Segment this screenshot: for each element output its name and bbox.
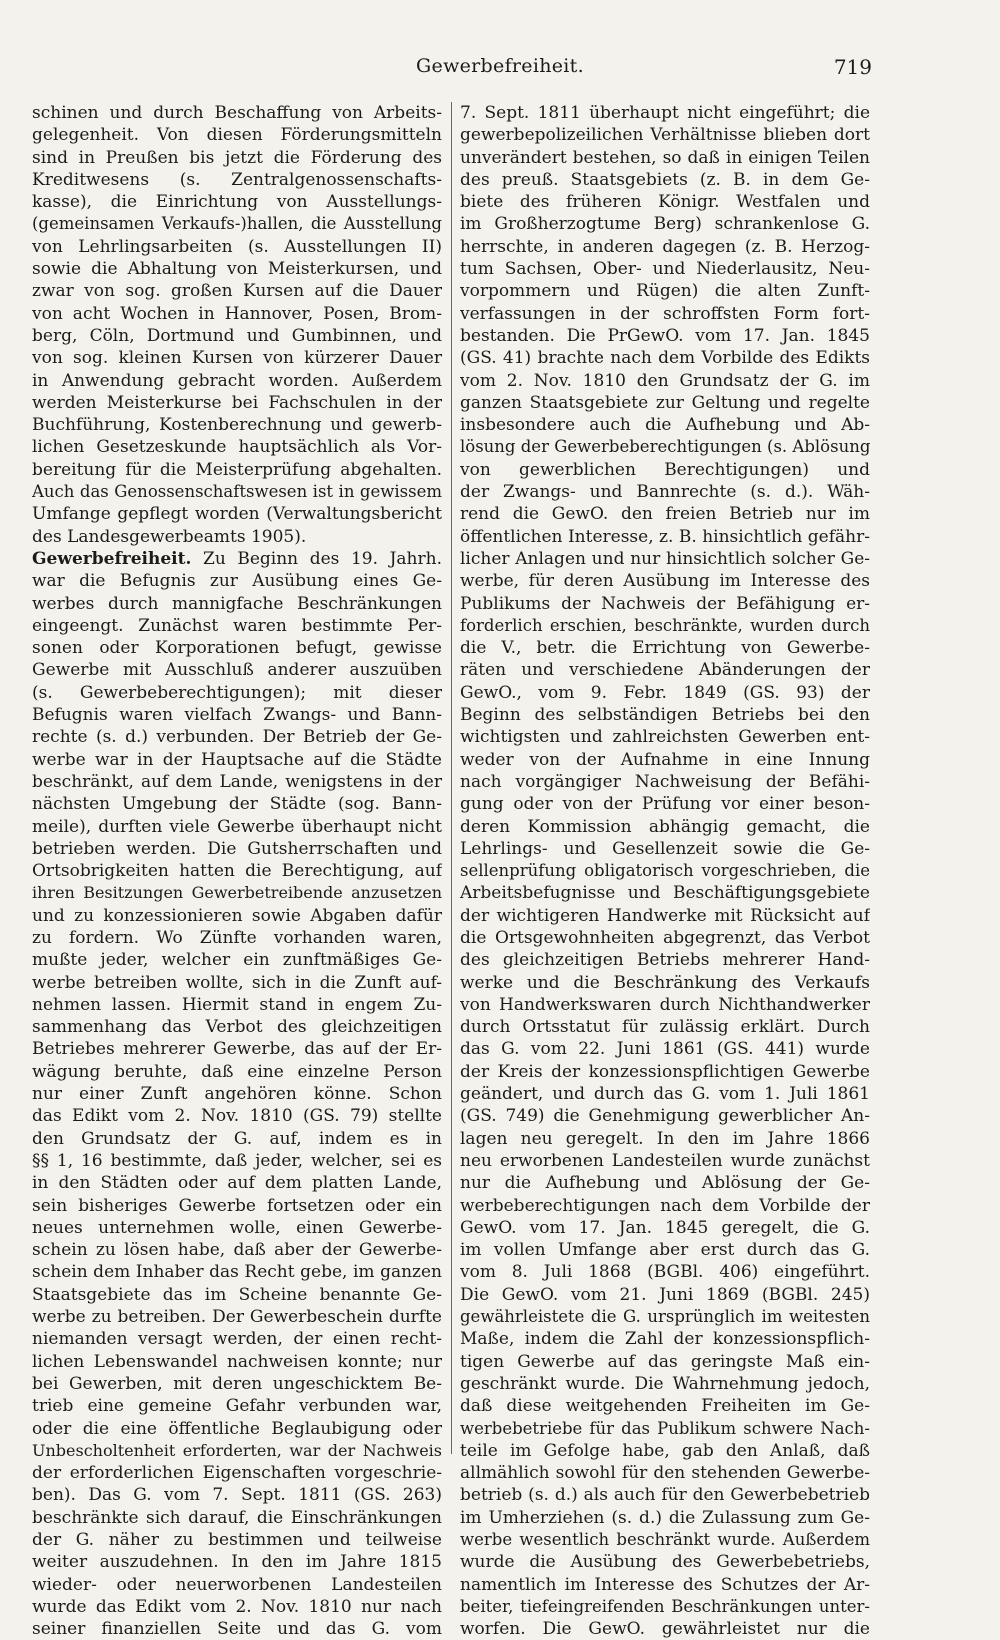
text-line: GewO. vom 17. Jan. 1845 geregelt, die G.	[460, 1217, 870, 1238]
text-line: (gemeinsamen Verkaufs-)hallen, die Ausstellung	[32, 214, 442, 234]
text-line: beschränkte sich darauf, die Einschränkungen	[32, 1507, 442, 1528]
text-line: Publikums der Nachweis der Befähigung er-	[460, 593, 870, 614]
text-line: des Landesgewerbeamts 1905).	[32, 526, 307, 547]
text-line: Auch das Genossenschaftswesen ist in gewissem	[32, 482, 442, 502]
text-line: sammenhang das Verbot des gleichzeitigen	[32, 1017, 442, 1038]
text-line: neu erworbenen Landesteilen wurde zunächst	[460, 1150, 870, 1171]
text-line: der Kreis der konzessionspflichtigen Gewerbe	[460, 1061, 870, 1082]
text-line: beschränkt, auf dem Lande, wenigstens in der	[32, 771, 442, 792]
text-line: durch Ortsstatut für zulässig erklärt. Durch	[460, 1017, 870, 1038]
text-line: trieb eine gemeine Gefahr verbunden war,	[32, 1396, 442, 1417]
text-line: (GS. 41) brachte nach dem Vorbilde des Edikts	[460, 348, 870, 369]
text-line: Unbescholtenheit erforderten, war der Nachweis	[32, 1440, 442, 1460]
text-line: werden Meisterkurse bei Fachschulen in der	[32, 392, 442, 413]
text-line: im Umherziehen (s. d.) die Zulassung zum Ge-	[460, 1507, 870, 1528]
text-line: vom 8. Juli 1868 (BGBl. 406) eingeführt.	[460, 1262, 870, 1283]
text-line: gelegenheit. Von diesen Förderungsmitteln	[32, 125, 442, 146]
text-line: niemanden versagt werden, der einen recht-	[32, 1329, 442, 1350]
text-line: rechte (s. d.) verbunden. Der Betrieb der Ge-	[32, 727, 442, 748]
text-line: von Lehrlingsarbeiten (s. Ausstellungen II)	[32, 236, 442, 257]
text-line: nur die Aufhebung und Ablösung der Ge-	[460, 1173, 870, 1194]
text-line: in Anwendung gebracht worden. Außerdem	[32, 370, 442, 391]
text-line: gung oder von der Prüfung vor einer beson-	[460, 794, 870, 815]
text-line: räten und verschiedene Abänderungen der	[460, 660, 870, 681]
text-line: im Großherzogtume Berg) schrankenlose G.	[460, 214, 870, 235]
text-line: sein bisheriges Gewerbe fortsetzen oder ein	[32, 1195, 442, 1216]
text-line: wieder- oder neuerworbenen Landesteilen	[32, 1574, 442, 1595]
text-line: Maße, indem die Zahl der konzessionspflich-	[460, 1329, 870, 1350]
text-line: eingeengt. Zunächst waren bestimmte Per-	[32, 615, 442, 636]
text-line: Die GewO. vom 21. Juni 1869 (BGBl. 245)	[460, 1284, 870, 1305]
text-line: zwar von sog. großen Kursen auf die Dauer	[32, 281, 442, 302]
text-line: §§ 1, 16 bestimmte, daß jeder, welcher, sei es	[32, 1150, 442, 1171]
text-line: neues unternehmen wolle, einen Gewerbe-	[32, 1217, 442, 1238]
text-line: licher Anlagen und nur hinsichtlich solcher Ge-	[460, 548, 870, 569]
text-line: wurde das Edikt vom 2. Nov. 1810 nur nach	[32, 1596, 442, 1617]
text-line: berg, Cöln, Dortmund und Gumbinnen, und	[32, 325, 442, 346]
text-line: teile im Gefolge habe, gab den Anlaß, daß	[460, 1440, 870, 1461]
text-line: unverändert bestehen, so daß in einigen Teilen	[460, 147, 870, 168]
text-line: und zu konzessionieren sowie Abgaben dafür	[32, 905, 442, 926]
text-line: nächsten Umgebung der Städte (sog. Bann-	[32, 794, 442, 815]
text-line: rend die GewO. den freien Betrieb nur im	[460, 504, 870, 525]
text-line: im vollen Umfange aber erst durch das G.	[460, 1240, 870, 1261]
text-line: werbeberechtigungen nach dem Vorbilde der	[460, 1195, 870, 1216]
text-line: nach vorgängiger Nachweisung der Befähi-	[460, 771, 870, 792]
text-line: von sog. kleinen Kursen von kürzerer Dauer	[32, 348, 442, 369]
text-line: vom 2. Nov. 1810 den Grundsatz der G. im	[460, 370, 870, 391]
text-line: von gewerblichen Berechtigungen) und	[460, 459, 870, 480]
text-line: biete des früheren Königr. Westfalen und	[460, 192, 870, 213]
text-line: schein dem Inhaber das Recht gebe, im ganzen	[32, 1262, 442, 1283]
left-column	[32, 102, 442, 1640]
text-line: den Grundsatz der G. auf, indem es in	[32, 1128, 442, 1149]
text-line: wurde die Ausübung des Gewerbebetriebs,	[460, 1552, 870, 1573]
text-line: der G. näher zu bestimmen und teilweise	[32, 1530, 442, 1550]
text-line: deren Kommission abhängig gemacht, die	[460, 816, 870, 837]
text-line: der erforderlichen Eigenschaften vorgeschrie-	[32, 1463, 442, 1484]
text-line: Ortsobrigkeiten hatten die Berechtigung, auf	[32, 861, 442, 882]
text-line: ben). Das G. vom 7. Sept. 1811 (GS. 263)	[32, 1485, 442, 1506]
column-divider	[451, 102, 452, 1454]
text-line: lichen Gesetzeskunde hauptsächlich als Vor-	[32, 437, 442, 458]
text-line: des gleichzeitigen Betriebs mehrerer Hand-	[460, 950, 870, 971]
text-line: kasse), die Einrichtung von Ausstellungs-	[32, 192, 442, 213]
text-line: der Zwangs- und Bannrechte (s. d.). Wäh-	[460, 482, 870, 503]
page-number: 719	[833, 55, 872, 79]
text-line: werbe zu betreiben. Der Gewerbeschein durfte	[32, 1307, 442, 1328]
entry-heading: Gewerbefreiheit.	[32, 548, 192, 569]
text-line: daß diese weitgehenden Freiheiten im Ge-	[460, 1396, 870, 1417]
text-line: Staatsgebiete das im Scheine benannte Ge-	[32, 1284, 442, 1305]
text-line: ganzen Staatsgebiete zur Geltung und regelte	[460, 392, 870, 413]
text-line: weder von der Aufnahme in eine Innung	[460, 749, 870, 770]
text-line: der wichtigeren Handwerke mit Rücksicht auf	[460, 905, 870, 926]
text-line: die V., betr. die Errichtung von Gewerbe-	[460, 638, 870, 659]
text-line: das Edikt vom 2. Nov. 1810 (GS. 79) stellte	[32, 1106, 442, 1127]
text-line: GewO., vom 9. Febr. 1849 (GS. 93) der	[460, 682, 870, 703]
text-line: wägung beruhte, daß eine einzelne Person	[32, 1061, 442, 1082]
text-line: geändert, und durch das G. vom 1. Juli 1861	[460, 1084, 870, 1105]
text-line: werbebetriebe für das Publikum schwere Nach-	[460, 1418, 870, 1438]
text-line: 7. Sept. 1811 überhaupt nicht eingeführt; die	[460, 103, 870, 123]
text-line: namentlich im Interesse des Schutzes der Ar-	[460, 1574, 870, 1595]
text-line: meile), durften viele Gewerbe überhaupt nicht	[32, 816, 442, 837]
text-line: lagen neu geregelt. In den im Jahre 1866	[460, 1128, 870, 1149]
text-line: sonen oder Korporationen befugt, gewisse	[32, 638, 442, 659]
text-line: lichen Lebenswandel nachweisen konnte; nur	[32, 1351, 442, 1372]
text-line: in den Städten oder auf dem platten Lande,	[32, 1173, 442, 1194]
text-line: Kreditwesens (s. Zentralgenossenschafts-	[32, 169, 442, 190]
text-line: Beginn des selbständigen Betriebs bei den	[460, 705, 870, 726]
text-line: schein zu lösen habe, daß aber der Gewerbe-	[32, 1240, 442, 1261]
text-line: beiter, tiefeingreifenden Beschränkungen unter-	[460, 1596, 870, 1616]
text-line: werbe wesentlich beschränkt wurde. Außerdem	[460, 1530, 870, 1549]
text-line: sind in Preußen bis jetzt die Förderung des	[32, 147, 442, 168]
text-line: Betriebes mehrerer Gewerbe, das auf der Er-	[32, 1039, 442, 1060]
text-line: betrieb (s. d.) als auch für den Gewerbebetrieb	[460, 1485, 870, 1506]
right-column	[460, 102, 870, 1640]
text-line: insbesondere auch die Aufhebung und Ab-	[460, 415, 870, 436]
text-line: werbe betreiben wollte, sich in die Zunft auf-	[32, 972, 442, 993]
text-line: (s. Gewerbeberechtigungen); mit dieser	[32, 682, 442, 703]
text-line: werbe war in der Hauptsache auf die Städte	[32, 749, 442, 770]
text-line: des preuß. Staatsgebiets (z. B. in dem Ge-	[460, 169, 870, 190]
text-line: betrieben werden. Die Gutsherrschaften und	[32, 838, 442, 859]
text-line: Gewerbefreiheit. Zu Beginn des 19. Jahrh.	[32, 548, 442, 569]
text-line: herrschte, in anderen dagegen (z. B. Herzog-	[460, 236, 870, 257]
text-line: Lehrlings- und Gesellenzeit sowie die Ge-	[460, 838, 870, 859]
text-line: werbes durch mannigfache Beschränkungen	[32, 593, 442, 614]
text-line: nehmen lassen. Hiermit stand in engem Zu-	[32, 994, 442, 1015]
text-line: vorpommern und Rügen) die alten Zunft-	[460, 281, 870, 302]
text-line: bereitung für die Meisterprüfung abgehalten.	[32, 459, 442, 480]
text-line: oder die eine öffentliche Beglaubigung oder	[32, 1418, 442, 1439]
text-line: allmählich sowohl für den stehenden Gewerbe-	[460, 1463, 870, 1484]
text-line: worfen. Die GewO. gewährleistet nur die	[460, 1619, 870, 1640]
running-head: Gewerbefreiheit.	[416, 55, 584, 77]
text-line: von acht Wochen in Hannover, Posen, Brom-	[32, 303, 442, 324]
text-line: Gewerbe mit Ausschluß anderer auszuüben	[32, 660, 442, 681]
text-line: bestanden. Die PrGewO. vom 17. Jan. 1845	[460, 325, 870, 346]
text-line: geschränkt wurde. Die Wahrnehmung jedoch,	[460, 1373, 870, 1394]
text-line: bei Gewerben, mit deren ungeschicktem Be-	[32, 1373, 442, 1394]
text-line: gewährleistete die G. ursprünglich im weitesten	[460, 1307, 870, 1327]
text-line: forderlich erschien, beschränkte, wurden durch	[460, 615, 870, 635]
text-line: ihren Besitzungen Gewerbetreibende anzusetzen	[32, 883, 442, 903]
text-line: lösung der Gewerbeberechtigungen (s. Ablösung	[460, 437, 870, 457]
text-line: die Ortsgewohnheiten abgegrenzt, das Verbot	[460, 927, 870, 948]
text-line: von Handwerkswaren durch Nichthandwerker	[460, 994, 870, 1015]
text-line: Arbeitsbefugnisse und Beschäftigungsgebiete	[460, 883, 870, 904]
text-line: mußte jeder, welcher ein zunftmäßiges Ge-	[32, 950, 442, 971]
text-line: verfassungen in der schroffsten Form fort-	[460, 303, 870, 324]
text-line: tum Sachsen, Ober- und Niederlausitz, Neu-	[460, 259, 870, 280]
text-line: tigen Gewerbe auf das geringste Maß ein-	[460, 1351, 870, 1372]
text-line: zu fordern. Wo Zünfte vorhanden waren,	[32, 927, 442, 948]
text-line: werbe, für deren Ausübung im Interesse des	[460, 571, 870, 592]
text-line: seiner finanziellen Seite und das G. vom	[32, 1619, 442, 1640]
text-line: öffentlichen Interesse, z. B. hinsichtlich gefähr-	[460, 526, 870, 547]
text-line: weiter auszudehnen. In den im Jahre 1815	[32, 1552, 442, 1573]
text-line: das G. vom 22. Juni 1861 (GS. 441) wurde	[460, 1039, 870, 1060]
text-line: Umfange gepflegt worden (Verwaltungsbericht	[32, 504, 442, 525]
text-line: nur einer Zunft angehören könne. Schon	[32, 1084, 442, 1105]
text-line: war die Befugnis zur Ausübung eines Ge-	[32, 571, 442, 592]
text-line: wichtigsten und zahlreichsten Gewerben ent-	[460, 727, 870, 748]
text-line: (GS. 749) die Genehmigung gewerblicher An-	[460, 1106, 870, 1127]
text-line: sowie die Abhaltung von Meisterkursen, und	[32, 259, 442, 280]
text-line: sellenprüfung obligatorisch vorgeschrieben, die	[460, 861, 870, 881]
text-line: Befugnis waren vielfach Zwangs- und Bann-	[32, 705, 442, 726]
text-line: Buchführung, Kostenberechnung und gewerb-	[32, 415, 442, 436]
text-line: werke und die Beschränkung des Verkaufs	[460, 972, 870, 993]
text-line: gewerbepolizeilichen Verhältnisse blieben dort	[460, 125, 870, 146]
text-line: schinen und durch Beschaffung von Arbeits-	[32, 103, 442, 123]
